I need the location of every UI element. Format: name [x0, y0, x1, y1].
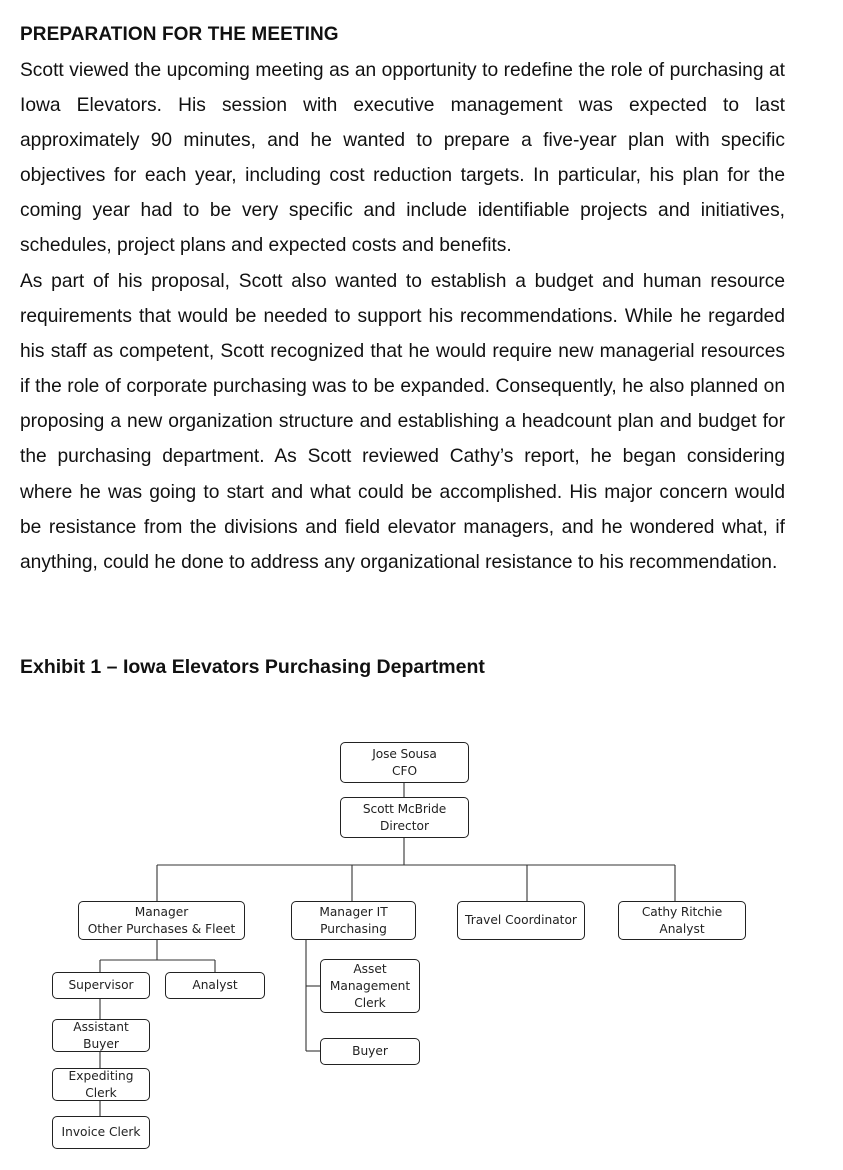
org-box-cfo — [340, 742, 469, 783]
org-box-cfo-name: Jose Sousa — [372, 746, 437, 761]
paragraph-proposal: As part of his proposal, Scott also wanted to establish a budget and human resource requirements that would be needed to support his recommendations. While he regarded his staff as competent, Scott recognized that he would require new managerial resources if the role of corporate purchasing was to be expanded. Consequently, he also planned on proposing a new organization structure and establishing a headcount plan and budget for the purchasing department. As Scott reviewed Cathy’s report, he began considering where he was going to start and what could be accomplished. His major concern would be resistance from the divisions and field elevator managers, and he wondered what, if anything, could he done to address any organizational resistance to his recommendation. — [20, 271, 785, 573]
org-box-manager-it-line2: Purchasing — [320, 921, 387, 936]
org-box-invoice-label: Invoice Clerk — [61, 1125, 141, 1139]
org-box-asset-management-clerk — [320, 959, 420, 1013]
org-box-director-name: Scott McBride — [362, 801, 447, 816]
org-box-travel-coordinator — [457, 901, 585, 940]
org-box-cfo-title: CFO — [391, 763, 418, 778]
org-box-asset-line2: Management — [329, 978, 411, 993]
section-heading: PREPARATION FOR THE MEETING — [20, 24, 339, 45]
org-box-assistant-line1: Assistant — [73, 1019, 129, 1034]
org-box-manager-other-purchases — [78, 901, 245, 940]
paragraph-preparation: Scott viewed the upcoming meeting as an opportunity to redefine the role of purchasing at Iowa Elevators. His session with executive management was expected to last approximately 90 minutes, and he wanted to prepare a five-year plan with specific objectives for each year, including cost reduction targets. In particular, his plan for the coming year had to be very specific and include identifiable projects and initiatives, schedules, project plans and expected costs and benefits. — [20, 60, 785, 257]
org-box-expediting-line2: Clerk — [85, 1085, 117, 1100]
org-box-analyst-label: Analyst — [192, 978, 238, 992]
org-box-director-title: Director — [380, 818, 429, 833]
org-box-manager-other-line1: Manager — [134, 904, 189, 919]
org-box-expediting-clerk — [52, 1068, 150, 1101]
org-box-asset-line1: Asset — [353, 961, 387, 976]
org-box-asset-line3: Clerk — [354, 995, 386, 1010]
org-box-director — [340, 797, 469, 838]
org-box-invoice-clerk — [52, 1116, 150, 1149]
org-box-buyer — [320, 1038, 420, 1065]
org-box-cathy-title: Analyst — [659, 921, 705, 936]
org-box-supervisor-label: Supervisor — [68, 978, 134, 992]
org-box-manager-other-line2: Other Purchases & Fleet — [87, 921, 236, 936]
org-box-manager-it — [291, 901, 416, 940]
org-box-supervisor — [52, 972, 150, 999]
org-box-cathy-ritchie — [618, 901, 746, 940]
org-box-cathy-name: Cathy Ritchie — [641, 904, 723, 919]
org-box-analyst — [165, 972, 265, 999]
org-box-expediting-line1: Expediting — [68, 1068, 134, 1083]
org-box-buyer-label: Buyer — [352, 1044, 388, 1058]
org-box-manager-it-line1: Manager IT — [319, 904, 388, 919]
org-box-travel-line1: Travel Coordinator — [465, 913, 577, 927]
exhibit-title: Exhibit 1 – Iowa Elevators Purchasing Department — [20, 656, 485, 678]
org-box-assistant-buyer — [52, 1019, 150, 1052]
org-box-assistant-line2: Buyer — [83, 1036, 119, 1051]
